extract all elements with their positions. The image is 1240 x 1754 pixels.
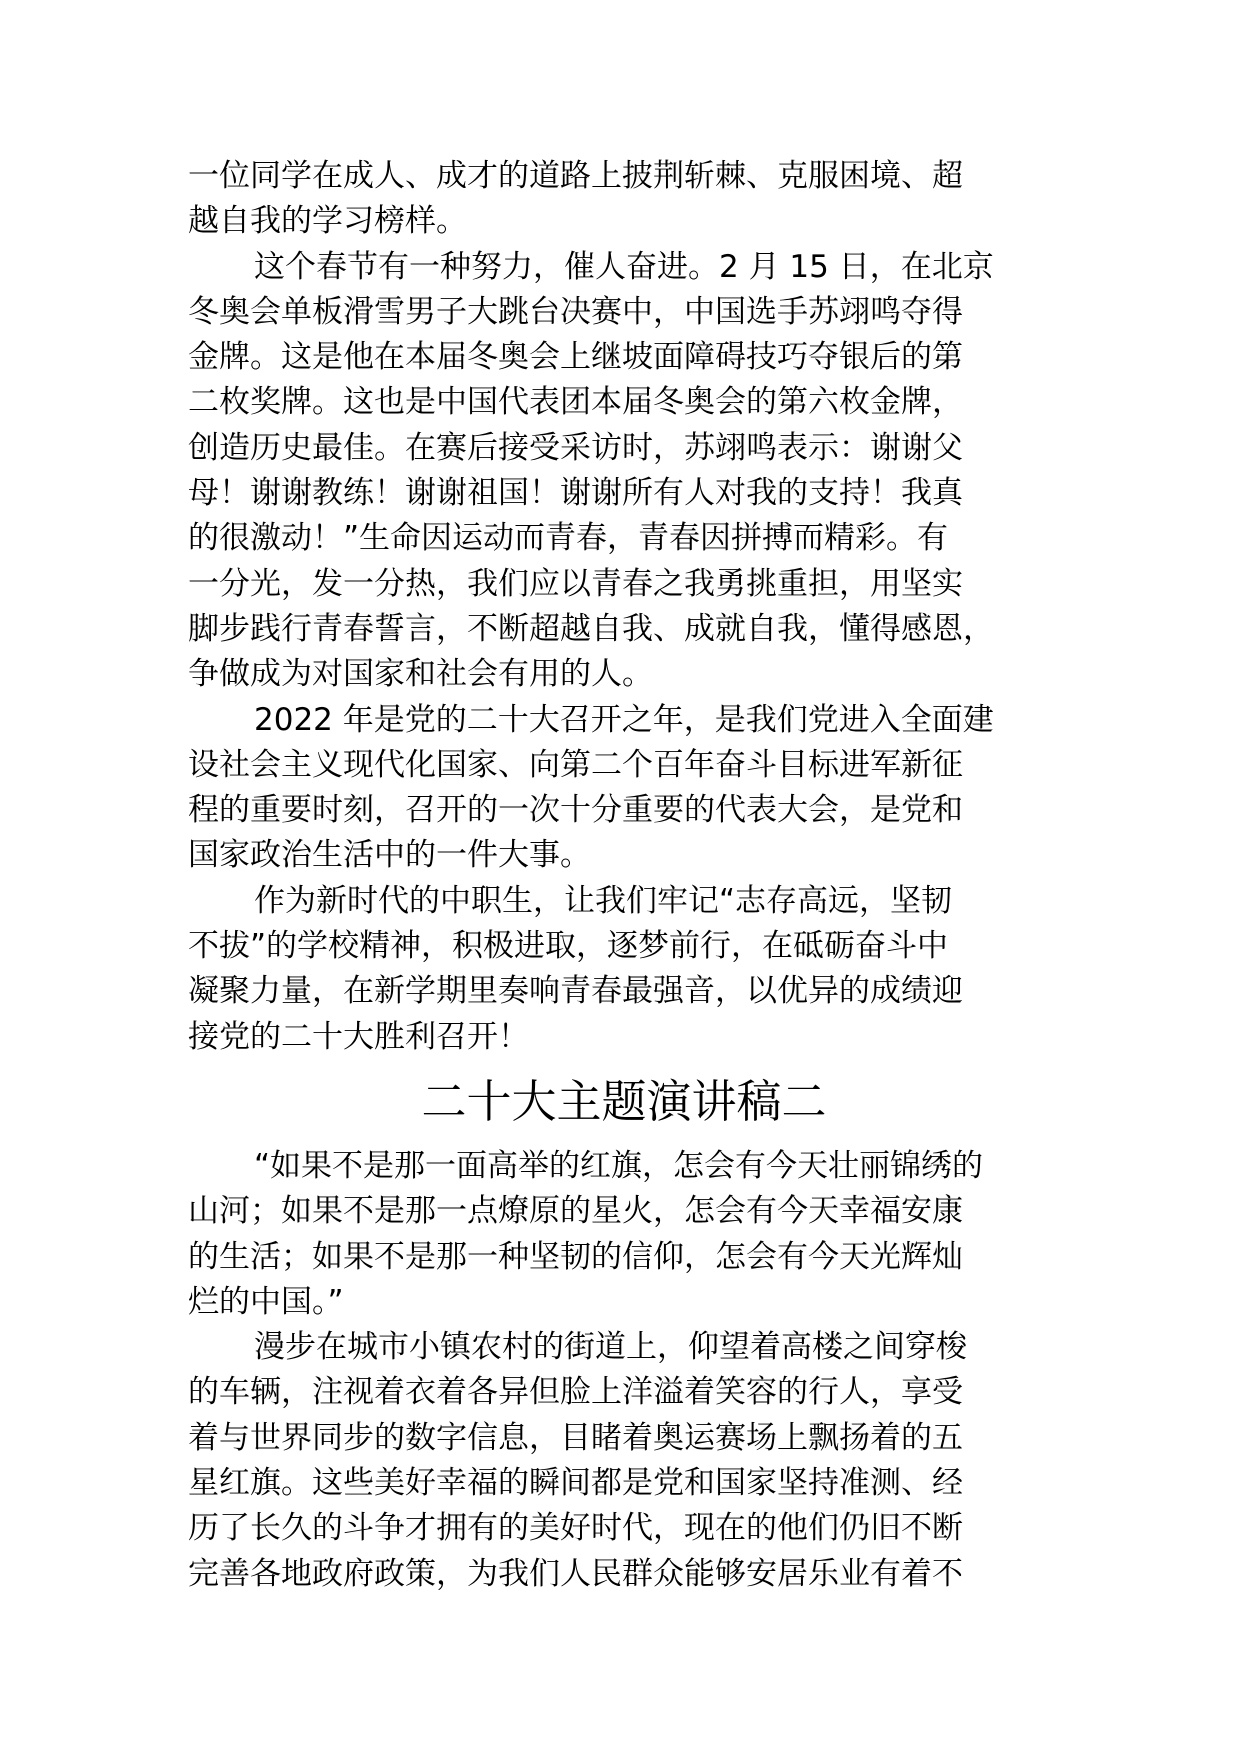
text-line: 冬奥会单板滑雪男子大跳台决赛中，中国选手苏翊鸣夺得: [188, 293, 963, 330]
text-line: 一位同学在成人、成才的道路上披荆斩棘、克服困境、超: [188, 158, 963, 194]
text-line: “如果不是那一面高举的红旗，怎会有今天壮丽锦绣的: [254, 1147, 984, 1184]
text-line: 国家政治生活中的一件大事。: [188, 837, 591, 874]
text-line: 接党的二十大胜利召开！: [188, 1018, 529, 1055]
text-line: 2022 年是党的二十大召开之年，是我们党进入全面建: [254, 701, 994, 738]
section-heading: 二十大主题演讲稿二: [421, 1074, 827, 1128]
paragraph: [188, 879, 1060, 1060]
text-line: 完善各地政府政策，为我们人民群众能够安居乐业有着不: [188, 1555, 963, 1592]
text-line: 的车辆，注视着衣着各异但脸上洋溢着笑容的行人，享受: [188, 1374, 963, 1411]
text-line: 星红旗。这些美好幸福的瞬间都是党和国家坚持准测、经: [188, 1465, 963, 1502]
paragraph: [188, 245, 1060, 698]
text-line: 创造历史最佳。在赛后接受采访时，苏翊鸣表示：谢谢父: [188, 429, 963, 466]
text-line: 脚步践行青春誓言，不断超越自我、成就自我，懂得感恩，: [188, 610, 994, 647]
text-line: 历了长久的斗争才拥有的美好时代，现在的他们仍旧不断: [188, 1510, 963, 1547]
paragraph: [188, 698, 1060, 879]
text-line: 凝聚力量，在新学期里奏响青春最强音，以优异的成绩迎: [188, 973, 963, 1010]
text-line: 漫步在城市小镇农村的街道上，仰望着高楼之间穿梭: [254, 1329, 967, 1366]
text-line: 金牌。这是他在本届冬奥会上继坡面障碍技巧夺银后的第: [188, 339, 963, 376]
text-line: 越自我的学习榜样。: [188, 203, 467, 240]
text-line: 作为新时代的中职生，让我们牢记“志存高远，坚韧: [254, 882, 953, 919]
text-line: 设社会主义现代化国家、向第二个百年奋斗目标进军新征: [188, 746, 963, 783]
text-line: 二枚奖牌。这也是中国代表团本届冬奥会的第六枚金牌，: [188, 384, 963, 421]
text-line: 程的重要时刻，召开的一次十分重要的代表大会，是党和: [188, 792, 963, 829]
paragraph: [188, 1144, 1060, 1325]
text-line: 着与世界同步的数字信息，目睹着奥运赛场上飘扬着的五: [188, 1419, 963, 1456]
text-line: 的很激动！”生命因运动而青春，青春因拼搏而精彩。有: [188, 520, 949, 557]
text-line: 的生活；如果不是那一种坚韧的信仰，怎会有今天光辉灿: [188, 1238, 963, 1275]
paragraph: [188, 1325, 1060, 1597]
text-line: 不拔”的学校精神，积极进取，逐梦前行，在砥砺奋斗中: [188, 928, 949, 965]
text-line: 烂的中国。”: [188, 1283, 344, 1320]
text-line: 山河；如果不是那一点燎原的星火，怎会有今天幸福安康: [188, 1193, 963, 1230]
text-line: 争做成为对国家和社会有用的人。: [188, 656, 653, 693]
document-page: [188, 154, 1060, 1597]
text-line: 母！谢谢教练！谢谢祖国！谢谢所有人对我的支持！我真: [188, 475, 963, 512]
text-line: 这个春节有一种努力，催人奋进。2 月 15 日，在北京: [254, 248, 994, 285]
text-line: 一分光，发一分热，我们应以青春之我勇挑重担，用坚实: [188, 565, 963, 602]
paragraph: [188, 154, 1060, 245]
